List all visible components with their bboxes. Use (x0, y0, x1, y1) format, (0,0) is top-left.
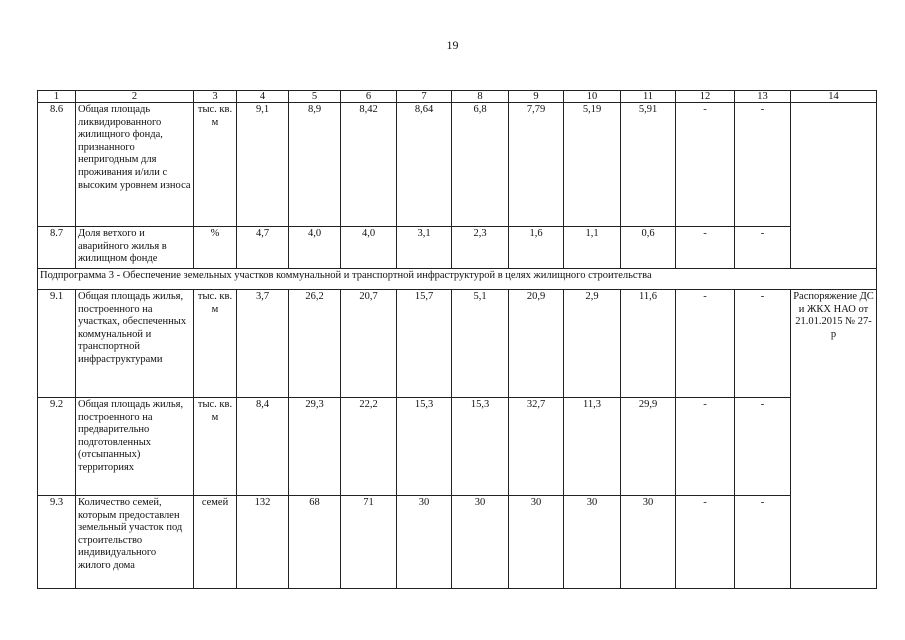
column-header: 4 (237, 91, 289, 103)
unit: % (194, 227, 237, 269)
unit: семей (194, 496, 237, 589)
table-row (38, 103, 877, 227)
value-cell: 8,9 (289, 103, 341, 227)
value-cell: 20,9 (509, 290, 564, 398)
table-row (38, 227, 877, 269)
note-cell-empty (791, 103, 877, 269)
column-header: 11 (621, 91, 676, 103)
value-cell: - (676, 227, 735, 269)
value-cell: - (676, 290, 735, 398)
value-cell: 132 (237, 496, 289, 589)
row-number: 9.2 (38, 398, 76, 496)
indicator-name: Доля ветхого и аварийного жилья в жилищном фонде (76, 227, 194, 269)
value-cell: - (676, 103, 735, 227)
table-row (38, 269, 877, 290)
value-cell: 7,79 (509, 103, 564, 227)
note-cell: Распоряжение ДС и ЖКХ НАО от 21.01.2015 № 27-р (791, 290, 877, 589)
value-cell: - (735, 398, 791, 496)
value-cell: - (735, 290, 791, 398)
row-number: 9.1 (38, 290, 76, 398)
value-cell: - (735, 227, 791, 269)
value-cell: 15,3 (452, 398, 509, 496)
value-cell: 3,1 (397, 227, 452, 269)
page-number: 19 (446, 38, 459, 52)
column-header: 6 (341, 91, 397, 103)
value-cell: 15,3 (397, 398, 452, 496)
value-cell: 8,64 (397, 103, 452, 227)
column-header: 13 (735, 91, 791, 103)
value-cell: 11,3 (564, 398, 621, 496)
column-header: 8 (452, 91, 509, 103)
value-cell: 71 (341, 496, 397, 589)
value-cell: 11,6 (621, 290, 676, 398)
value-cell: 4,0 (289, 227, 341, 269)
column-header: 2 (76, 91, 194, 103)
value-cell: 29,9 (621, 398, 676, 496)
indicator-name: Общая площадь жилья, построенного на предварительно подготовленных (отсыпанных) территориях (76, 398, 194, 496)
row-number: 8.7 (38, 227, 76, 269)
value-cell: 1,1 (564, 227, 621, 269)
column-header: 5 (289, 91, 341, 103)
value-cell: 15,7 (397, 290, 452, 398)
value-cell: 29,3 (289, 398, 341, 496)
value-cell: 8,42 (341, 103, 397, 227)
value-cell: 5,91 (621, 103, 676, 227)
value-cell: - (676, 398, 735, 496)
value-cell: 30 (452, 496, 509, 589)
value-cell: 1,6 (509, 227, 564, 269)
value-cell: 6,8 (452, 103, 509, 227)
value-cell: 26,2 (289, 290, 341, 398)
value-cell: - (735, 496, 791, 589)
column-header: 1 (38, 91, 76, 103)
column-header: 7 (397, 91, 452, 103)
value-cell: 2,9 (564, 290, 621, 398)
indicator-name: Общая площадь ликвидированного жилищного фонда, признанного непригодным для проживания и/или с высоким уровнем износа (76, 103, 194, 227)
row-number: 9.3 (38, 496, 76, 589)
row-number: 8.6 (38, 103, 76, 227)
value-cell: 5,1 (452, 290, 509, 398)
value-cell: 2,3 (452, 227, 509, 269)
value-cell: 30 (397, 496, 452, 589)
table-row (38, 290, 877, 398)
table-row (38, 496, 877, 589)
value-cell: 4,0 (341, 227, 397, 269)
table-row (38, 398, 877, 496)
value-cell: 30 (564, 496, 621, 589)
value-cell: 8,4 (237, 398, 289, 496)
value-cell: - (676, 496, 735, 589)
unit: тыс. кв. м (194, 103, 237, 227)
subprogram-title: Подпрограмма 3 - Обеспечение земельных участков коммунальной и транспортной инфраструктурой в целях жилищного строительства (38, 269, 877, 290)
value-cell: 4,7 (237, 227, 289, 269)
value-cell: 0,6 (621, 227, 676, 269)
table-header-row (38, 91, 877, 103)
column-header: 14 (791, 91, 877, 103)
value-cell: 30 (621, 496, 676, 589)
value-cell: - (735, 103, 791, 227)
value-cell: 68 (289, 496, 341, 589)
column-header: 10 (564, 91, 621, 103)
value-cell: 5,19 (564, 103, 621, 227)
value-cell: 32,7 (509, 398, 564, 496)
main-table (37, 90, 877, 589)
value-cell: 30 (509, 496, 564, 589)
value-cell: 9,1 (237, 103, 289, 227)
unit: тыс. кв. м (194, 398, 237, 496)
indicator-name: Общая площадь жилья, построенного на участках, обеспеченных коммунальной и транспортной инфраструктурами (76, 290, 194, 398)
indicator-name: Количество семей, которым предоставлен земельный участок под строительство индивидуального жилого дома (76, 496, 194, 589)
unit: тыс. кв. м (194, 290, 237, 398)
value-cell: 22,2 (341, 398, 397, 496)
value-cell: 20,7 (341, 290, 397, 398)
column-header: 9 (509, 91, 564, 103)
column-header: 3 (194, 91, 237, 103)
value-cell: 3,7 (237, 290, 289, 398)
column-header: 12 (676, 91, 735, 103)
